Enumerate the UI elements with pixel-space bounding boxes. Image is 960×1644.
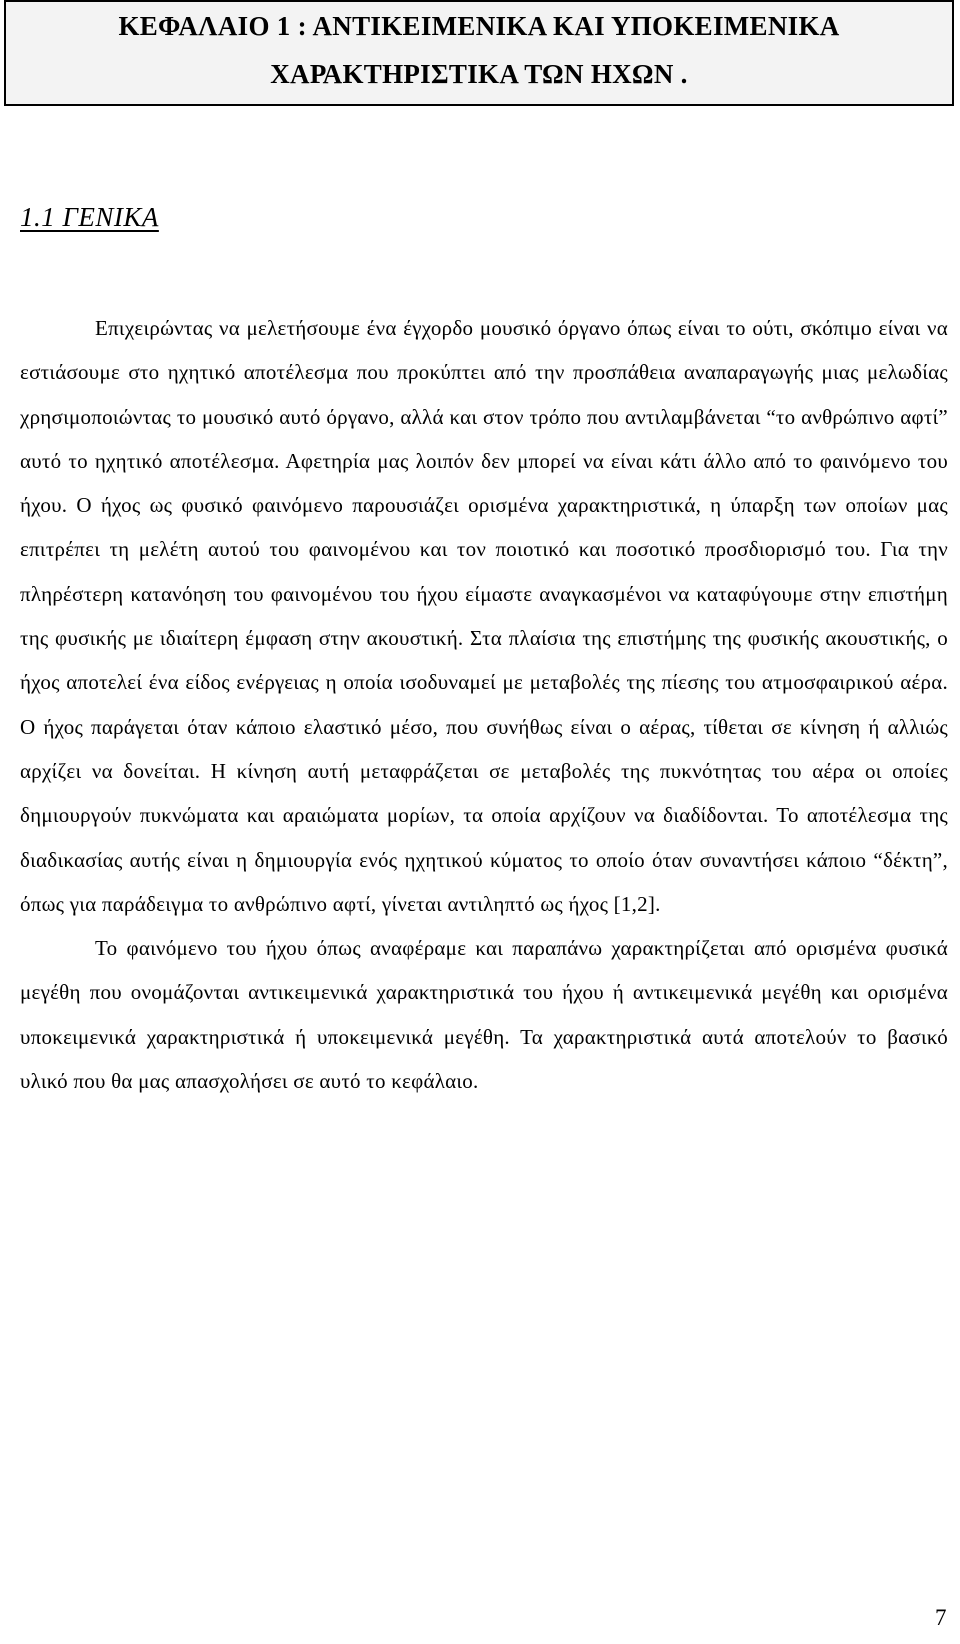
chapter-title-line-1: ΚΕΦΑΛΑΙΟ 1 : ΑΝΤΙΚΕΙΜΕΝΙΚΑ ΚΑΙ ΥΠΟΚΕΙΜΕΝΙΚΑ: [118, 11, 840, 41]
paragraph-1: Επιχειρώντας να μελετήσουμε ένα έγχορδο μουσικό όργανο όπως είναι το ούτι, σκόπιμο είναι να εστιάσουμε στο ηχητικό αποτέλεσμα που προκύπτει από την προσπάθεια αναπαραγωγής μιας μελωδίας χρησιμοποιώντας το μουσικό αυτό όργανο, αλλά και στον τρόπο που αντιλαμβάνεται “το ανθρώπινο αφτί” αυτό το ηχητικό αποτέλεσμα. Αφετηρία μας λοιπόν δεν μπορεί να είναι κάτι άλλο από το φαινόμενο του ήχου. Ο ήχος ως φυσικό φαινόμενο παρουσιάζει ορισμένα χαρακτηριστικά, η ύπαρξη των οποίων μας επιτρέπει τη μελέτη αυτού του φαινομένου και τον ποιοτικό και ποσοτικό προσδιορισμό του. Για την πληρέστερη κατανόηση του φαινομένου του ήχου είμαστε αναγκασμένοι να καταφύγουμε στην επιστήμη της φυσικής με ιδιαίτερη έμφαση στην ακουστική. Στα πλαίσια της επιστήμης της φυσικής ακουστικής, ο ήχος αποτελεί ένα είδος ενέργειας η οποία ισοδυναμεί με μεταβολές της πίεσης του ατμοσφαιρικού αέρα. Ο ήχος παράγεται όταν κάποιο ελαστικό μέσο, που συνήθως είναι ο αέρας, τίθεται σε κίνηση ή αλλιώς αρχίζει να δονείται. Η κίνηση αυτή μεταφράζεται σε μεταβολές της πυκνότητας του αέρα οι οποίες δημιουργούν πυκνώματα και αραιώματα μορίων, τα οποία αρχίζουν να διαδίδονται. Το αποτέλεσμα της διαδικασίας αυτής είναι η δημιουργία ενός ηχητικού κύματος το οποίο όταν συναντήσει κάποιο “δέκτη”, όπως για παράδειγμα το ανθρώπινο αφτί, γίνεται αντιληπτό ως ήχος [1,2].: [20, 316, 948, 916]
chapter-title-box: [4, 0, 954, 106]
chapter-title-line-2: ΧΑΡΑΚΤΗΡΙΣΤΙΚΑ ΤΩΝ ΗΧΩΝ .: [270, 59, 688, 89]
body-text: [20, 306, 948, 1103]
paragraph-2: Το φαινόμενο του ήχου όπως αναφέραμε και παραπάνω χαρακτηρίζεται από ορισμένα φυσικά μεγέθη που ονομάζονται αντικειμενικά χαρακτηριστικά του ήχου ή αντικειμενικά μεγέθη και ορισμένα υποκειμενικά χαρακτηριστικά ή υποκειμενικά μεγέθη. Τα χαρακτηριστικά αυτά αποτελούν το βασικό υλικό που θα μας απασχολήσει σε αυτό το κεφάλαιο.: [20, 936, 948, 1094]
page-number: 7: [935, 1605, 947, 1630]
section-heading: 1.1 ΓΕΝΙΚΑ: [20, 202, 159, 232]
